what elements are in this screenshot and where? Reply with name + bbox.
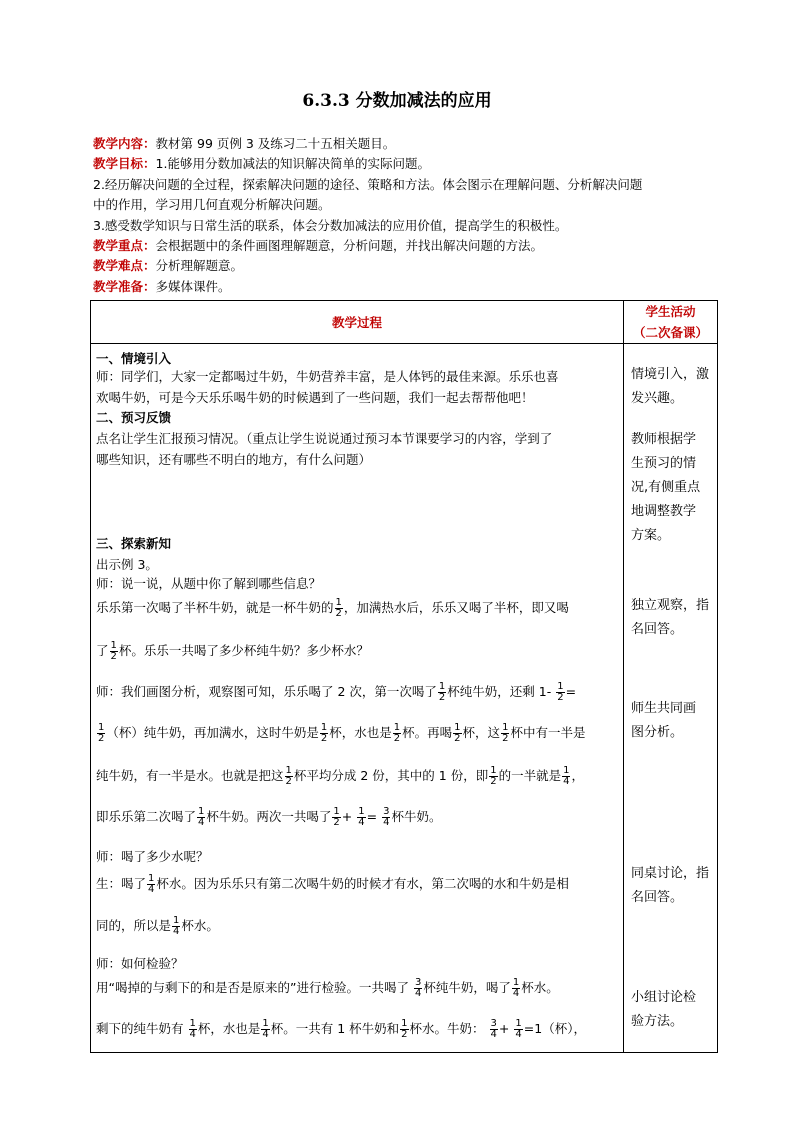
activity-3: 独立观察，指 名回答。 [631,598,710,637]
process-cell [91,344,624,1053]
col-header-activity-1: 学生活动 [645,304,696,319]
para-line-8: 生：喝了 $\frac{1}{4}$ 杯水。因为乐乐只有第二次喝牛奶的时候才有水，第二次喝的水和牛奶是相 [96,873,569,895]
prep-label: 教学准备： [93,278,156,294]
para-line-6: 即乐乐第二次喝了 $\frac{1}{4}$ 杯牛奶。两次一共喝了 $\frac{1}{2}$ + $\frac{1}{4}$ = $\frac{3}{4}$ 杯牛奶。 [96,806,442,828]
s1-line-2: 欢喝牛奶，可是今天乐乐喝牛奶的时候遇到了一些问题，我们一起去帮帮他吧！ [96,390,534,405]
fraction: $\frac{3}{4}$ [414,977,422,999]
lesson-table [90,300,718,1053]
process-content [91,344,623,1052]
activity-1: 情境引入，激 发兴趣。 [631,367,710,406]
para-line-12: 剩下的纯牛奶有 $\frac{1}{4}$ 杯，水也是 $\frac{1}{4}$ 杯。一共有 1 杯牛奶和 $\frac{1}{2}$ 杯水。牛奶： $\frac{3}{4}$ + $\frac{1}{4}$ =1（杯）， [96,1018,586,1040]
para-line-2: 了 $\frac{1}{2}$ 杯。乐乐一共喝了多少杯纯牛奶？多少杯水？ [96,640,369,662]
col-header-activity-2: （二次备课） [632,325,708,340]
s3-line-1: 出示例 3。 [96,557,158,572]
section-2-title: 二、预习反馈 [96,410,172,425]
para-line-1: 乐乐第一次喝了半杯牛奶，就是一杯牛奶的 $\frac{1}{2}$ ，加满热水后，乐乐又喝了半杯，即又喝 [96,597,569,619]
col-header-activity [624,301,718,344]
content-line [93,134,713,154]
goal-2b: 中的作用，学习用几何直观分析解决问题。 [93,197,331,213]
s2-line-2: 哪些知识，还有哪些不明白的地方，有什么问题） [96,452,372,467]
activity-6: 小组讨论检 验方法。 [631,990,697,1029]
para-line-4: $\frac{1}{2}$ （杯）纯牛奶，再加满水，这时牛奶是 $\frac{1}{2}$ 杯，水也是 $\frac{1}{2}$ 杯。再喝 $\frac{1}{2}$ 杯，这 $\frac{1}{2}$ 杯中有一半是 [98,722,586,744]
goal-1: 1.能够用分数加减法的知识解决简单的实际问题。 [155,156,430,172]
activity-4: 师生共同画 图分析。 [631,701,697,740]
fraction: $\frac{1}{4}$ [173,915,180,937]
goal-2a: 2.经历解决问题的全过程，探索解决问题的途径、策略和方法。体会图示在理解问题、分析解决问题 [93,176,643,192]
lesson-meta [93,134,713,297]
fraction: $\frac{1}{4}$ [262,1018,269,1040]
prep-line [93,277,713,297]
fraction: $\frac{3}{4}$ [490,1018,497,1040]
activity-2: 教师根据学 生预习的情 况,有侧重点 地调整教学 方案。 [631,432,701,543]
fraction: $\frac{1}{2}$ [393,722,401,744]
key-label: 教学重点： [93,238,156,254]
key-line [93,236,713,256]
para-line-9: 同的，所以是 $\frac{1}{4}$ 杯水。 [96,915,219,937]
goal-line [93,154,713,174]
fraction: $\frac{1}{2}$ [438,681,446,703]
s3-line-2: 师：说一说，从题中你了解到哪些信息？ [96,576,322,591]
fraction: $\frac{1}{2}$ [557,681,564,703]
fraction: $\frac{1}{4}$ [515,1018,522,1040]
para-line-7: 师：喝了多少水呢？ [96,849,209,864]
fraction: $\frac{3}{4}$ [383,806,390,828]
content-label: 教学内容： [93,136,156,151]
para-line-10: 师：如何检验？ [96,956,184,971]
table-header-row [91,301,718,344]
fraction: $\frac{1}{2}$ [285,765,292,787]
fraction: $\frac{1}{2}$ [320,722,328,744]
goal-label: 教学目标： [93,156,156,172]
para-line-3: 师：我们画图分析，观察图可知，乐乐喝了 2 次，第一次喝了 $\frac{1}{2}$ 杯纯牛奶，还剩 1- $\frac{1}{2}$ = [96,681,577,703]
fraction: $\frac{1}{2}$ [401,1018,408,1040]
fraction: $\frac{1}{4}$ [563,765,570,787]
diff-label: 教学难点： [93,258,156,274]
fraction: $\frac{1}{4}$ [512,977,520,999]
fraction: $\frac{1}{4}$ [198,806,205,828]
table-body-row [91,344,718,1053]
para-line-11: 用“喝掉的与剩下的和是否是原来的”进行检验。一共喝了 $\frac{3}{4}$ 杯纯牛奶，喝了 $\frac{1}{4}$ 杯水。 [96,977,559,999]
section-3-title: 三、探索新知 [96,536,172,551]
fraction: $\frac{1}{2}$ [335,597,342,619]
fraction: $\frac{1}{2}$ [110,640,117,662]
section-1-title: 一、情境引入 [96,351,172,366]
fraction: $\frac{1}{2}$ [502,722,509,744]
fraction: $\frac{1}{2}$ [98,722,105,744]
page-title: 6.3.3 分数加减法的应用 [302,91,492,111]
key-text: 会根据题中的条件画图理解题意，分析问题，并找出解决问题的方法。 [155,238,544,254]
prep-text: 多媒体课件。 [155,278,231,294]
activity-cell [624,344,718,1053]
fraction: $\frac{1}{4}$ [358,806,365,828]
col-header-process: 教学过程 [91,301,624,344]
para-line-5: 纯牛奶，有一半是水。也就是把这 $\frac{1}{2}$ 杯平均分成 2 份，其中的 1 份，即 $\frac{1}{2}$ 的一半就是 $\frac{1}{4}$ ， [96,765,584,787]
fraction: $\frac{1}{4}$ [148,873,155,895]
diff-line [93,256,713,276]
activity-content [624,344,717,1052]
diff-text: 分析理解题意。 [155,258,244,274]
fraction: $\frac{1}{2}$ [454,722,461,744]
content-text: 教材第 99 页例 3 及练习二十五相关题目。 [155,136,396,151]
fraction: $\frac{1}{2}$ [490,765,497,787]
s2-line-1: 点名让学生汇报预习情况。（重点让学生说说通过预习本节课要学习的内容，学到了 [96,431,553,446]
s1-line-1: 师：同学们，大家一定都喝过牛奶，牛奶营养丰富，是人体钙的最佳来源。乐乐也喜 [96,369,559,384]
activity-5: 同桌讨论，指 名回答。 [631,866,710,905]
goal-3: 3.感受数学知识与日常生活的联系，体会分数加减法的应用价值，提高学生的积极性。 [93,217,568,233]
fraction: $\frac{1}{4}$ [189,1018,196,1040]
fraction: $\frac{1}{2}$ [333,806,340,828]
